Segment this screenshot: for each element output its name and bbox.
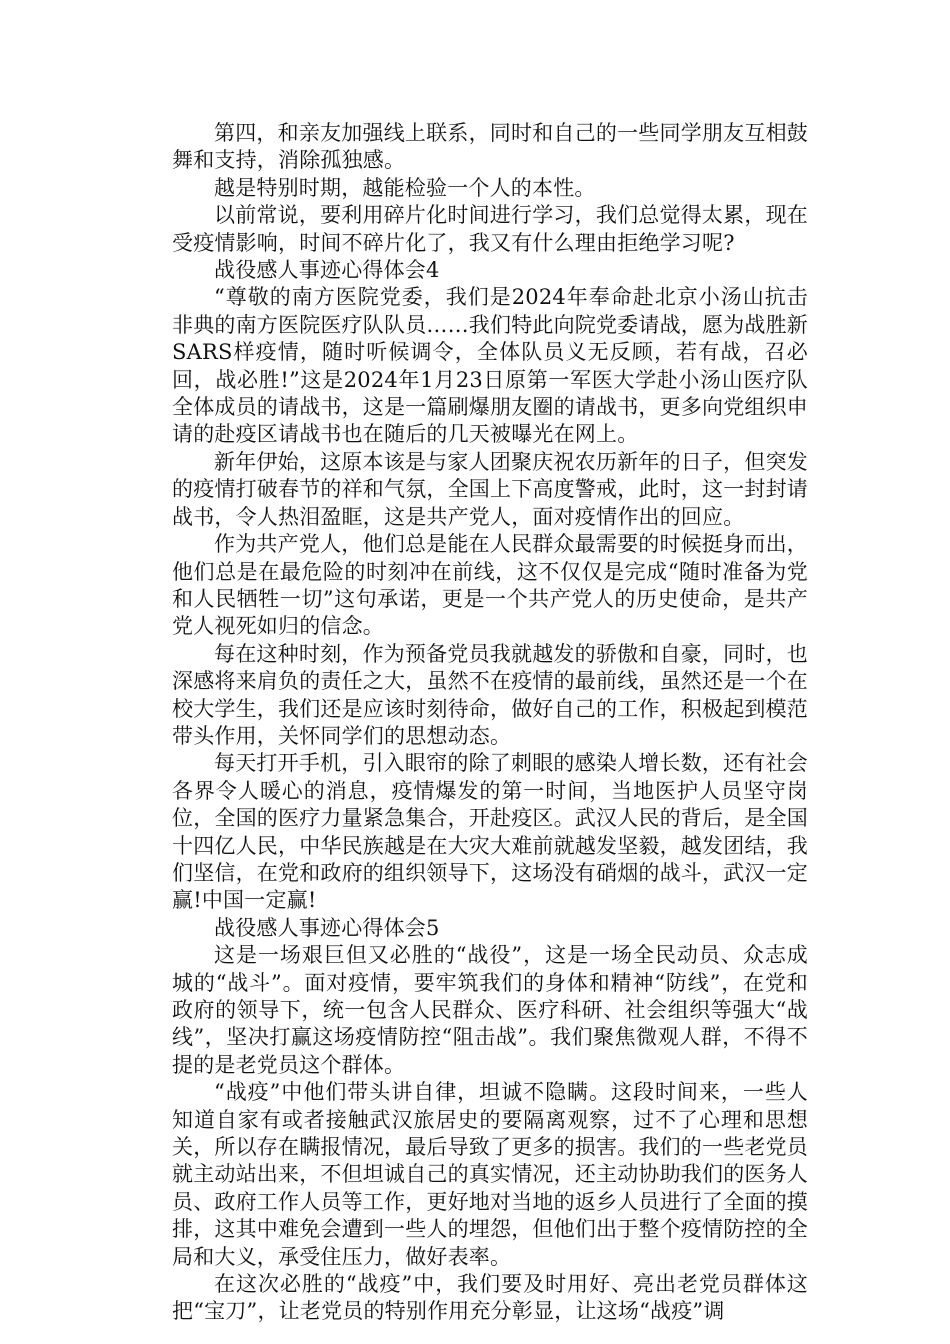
- paragraph: 第四，和亲友加强线上联系，同时和自己的一些同学朋友互相鼓舞和支持，消除孤独感。: [172, 121, 808, 173]
- paragraph: 在这次必胜的“战疫”中，我们要及时用好、亮出老党员群体这把“宝刀”，让老党员的特别作用充分彰显，让这场“战疫”调: [172, 1272, 808, 1324]
- section-heading: 战役感人事迹心得体会4: [214, 258, 440, 283]
- paragraph: 每天打开手机，引入眼帘的除了刺眼的感染人增长数，还有社会各界令人暖心的消息，疫情爆发的第一时间，当地医护人员坚守岗位，全国的医疗力量紧急集合，开赴疫区。武汉人民的背后，是全国十四亿人民，中华民族越是在大灾大难前就越发坚毅，越发团结，我们坚信，在党和政府的组织领导下，这场没有硝烟的战斗，武汉一定赢!中国一定赢!: [172, 751, 808, 913]
- paragraph: 越是特别时期，越能检验一个人的本性。: [214, 175, 596, 200]
- paragraph: “尊敬的南方医院党委，我们是2024年奉命赴北京小汤山抗击非典的南方医院医疗队队员……我们特此向院党委请战，愿为战胜新SARS样疫情，随时听候调令，全体队员义无反顾，若有战，召必回，战必胜!”这是2024年1月23日原第一军医大学赴小汤山医疗队全体成员的请战书，这是一篇刷爆朋友圈的请战书，更多向党组织申请的赴疫区请战书也在随后的几天被曝光在网上。: [172, 285, 808, 447]
- paragraph: 作为共产党人，他们总是能在人民群众最需要的时候挺身而出，他们总是在最危险的时刻冲在前线，这不仅仅是完成“随时准备为党和人民牺牲一切”这句承诺，更是一个共产党人的历史使命，是共产党人视死如归的信念。: [172, 532, 808, 639]
- paragraph: “战疫”中他们带头讲自律，坦诚不隐瞒。这段时间来，一些人知道自家有或者接触武汉旅居史的要隔离观察，过不了心理和思想关，所以存在瞒报情况，最后导致了更多的损害。我们的一些老党员就主动站出来，不但坦诚自己的真实情况，还主动协助我们的医务人员、政府工作人员等工作，更好地对当地的返乡人员进行了全面的摸排，这其中难免会遭到一些人的埋怨，但他们出于整个疫情防控的全局和大义，承受住压力，做好表率。: [172, 1080, 808, 1269]
- document-body: [172, 120, 808, 1326]
- paragraph: 以前常说，要利用碎片化时间进行学习，我们总觉得太累，现在受疫情影响，时间不碎片化了，我又有什么理由拒绝学习呢?: [172, 203, 808, 255]
- paragraph: 每在这种时刻，作为预备党员我就越发的骄傲和自豪，同时，也深感将来肩负的责任之大，虽然不在疫情的最前线，虽然还是一个在校大学生，我们还是应该时刻待命，做好自己的工作，积极起到模范带头作用，关怀同学们的思想动态。: [172, 641, 808, 748]
- paragraph: 新年伊始，这原本该是与家人团聚庆祝农历新年的日子，但突发的疫情打破春节的祥和气氛，全国上下高度警戒，此时，这一封封请战书，令人热泪盈眶，这是共产党人，面对疫情作出的回应。: [172, 449, 808, 529]
- paragraph: 这是一场艰巨但又必胜的“战役”，这是一场全民动员、众志成城的“战斗”。面对疫情，要牢筑我们的身体和精神“防线”，在党和政府的领导下，统一包含人民群众、医疗科研、社会组织等强大“战线”，坚决打赢这场疫情防控“阻击战”。我们聚焦微观人群，不得不提的是老党员这个群体。: [172, 943, 808, 1077]
- section-heading: 战役感人事迹心得体会5: [214, 915, 440, 940]
